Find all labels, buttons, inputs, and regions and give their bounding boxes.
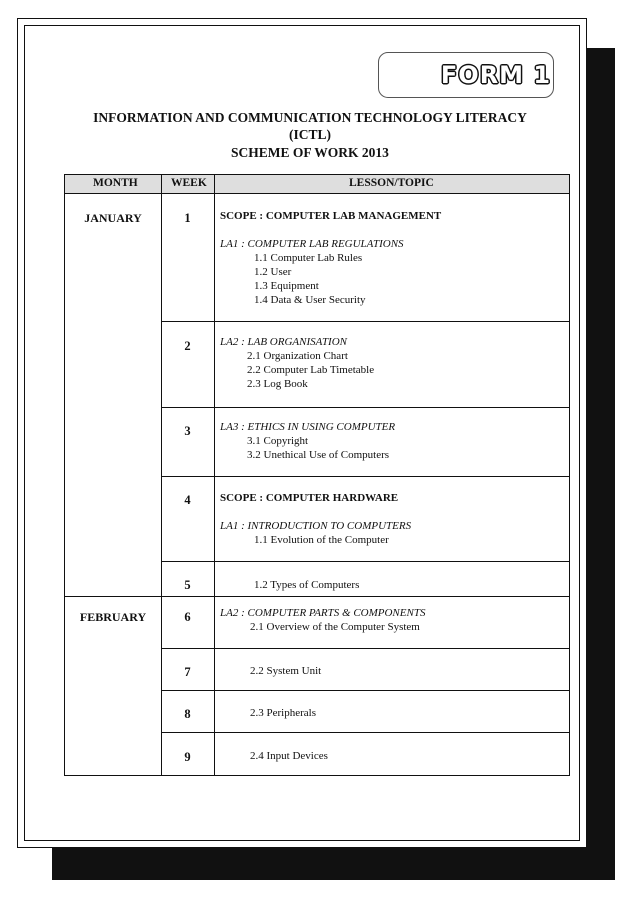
lesson-cell-week-2 — [220, 335, 374, 391]
lesson-cell-week-5 — [220, 578, 359, 592]
lesson-cell-week-7 — [220, 664, 321, 678]
week-number: 5 — [184, 578, 191, 592]
row-divider — [161, 596, 569, 597]
title-line-2: (ICTL) — [288, 127, 331, 142]
topic-item: 2.2 Computer Lab Timetable — [247, 364, 375, 376]
week-number: 9 — [184, 750, 191, 764]
topic-item: 1.2 User — [254, 266, 292, 278]
title-line-3: SCHEME OF WORK 2013 — [231, 145, 389, 160]
header-week: WEEK — [171, 177, 207, 189]
week-number: 1 — [184, 211, 191, 225]
form-label: FORM 1 — [440, 61, 552, 89]
learning-area: LA1 : INTRODUCTION TO COMPUTERS — [220, 520, 412, 532]
learning-area: LA2 : COMPUTER PARTS & COMPONENTS — [220, 607, 426, 619]
learning-area: LA2 : LAB ORGANISATION — [220, 336, 348, 348]
topic-item: 1.2 Types of Computers — [254, 579, 360, 591]
title-line-1: INFORMATION AND COMMUNICATION TECHNOLOGY LITERACY — [93, 110, 527, 125]
row-divider — [161, 476, 569, 477]
scope-title: SCOPE : COMPUTER HARDWARE — [220, 492, 399, 504]
learning-area: LA1 : COMPUTER LAB REGULATIONS — [220, 238, 404, 250]
topic-item: 2.1 Organization Chart — [247, 350, 348, 362]
learning-area: LA3 : ETHICS IN USING COMPUTER — [220, 421, 396, 433]
topic-item: 1.1 Computer Lab Rules — [254, 252, 363, 264]
form-badge — [378, 52, 554, 98]
topic-item: 3.2 Unethical Use of Computers — [247, 449, 390, 461]
row-divider — [161, 561, 569, 562]
topic-item: 1.1 Evolution of the Computer — [254, 534, 389, 546]
column-divider — [214, 175, 215, 775]
lesson-cell-week-3 — [220, 420, 395, 462]
week-number: 6 — [184, 610, 191, 624]
topic-item: 2.3 Log Book — [247, 378, 308, 390]
topic-item: 2.3 Peripherals — [250, 707, 316, 719]
month-divider — [65, 596, 161, 597]
month-january: JANUARY — [84, 211, 142, 225]
topic-item: 2.2 System Unit — [250, 665, 322, 677]
topic-item: 2.1 Overview of the Computer System — [250, 621, 420, 633]
week-number: 3 — [184, 424, 191, 438]
row-divider — [161, 732, 569, 733]
week-number: 7 — [184, 665, 191, 679]
lesson-cell-week-8 — [220, 706, 316, 720]
scheme-table — [64, 174, 570, 776]
topic-item: 1.3 Equipment — [254, 280, 319, 292]
lesson-cell-week-9 — [220, 749, 328, 763]
row-divider — [161, 407, 569, 408]
table-header — [65, 175, 569, 194]
topic-item: 3.1 Copyright — [247, 435, 309, 447]
lesson-cell-week-6 — [220, 606, 425, 634]
week-number: 4 — [184, 493, 191, 507]
row-divider — [161, 321, 569, 322]
lesson-cell-week-4 — [220, 491, 411, 547]
header-topic: LESSON/TOPIC — [349, 177, 434, 189]
topic-item: 2.4 Input Devices — [250, 750, 328, 762]
week-number: 2 — [184, 339, 191, 353]
header-month: MONTH — [93, 177, 138, 189]
scope-title: SCOPE : COMPUTER LAB MANAGEMENT — [220, 210, 442, 222]
week-number: 8 — [184, 707, 191, 721]
topic-item: 1.4 Data & User Security — [254, 294, 366, 306]
lesson-cell-week-1 — [220, 209, 441, 307]
row-divider — [161, 648, 569, 649]
column-divider — [161, 175, 162, 775]
month-february: FEBRUARY — [79, 610, 147, 624]
row-divider — [161, 690, 569, 691]
